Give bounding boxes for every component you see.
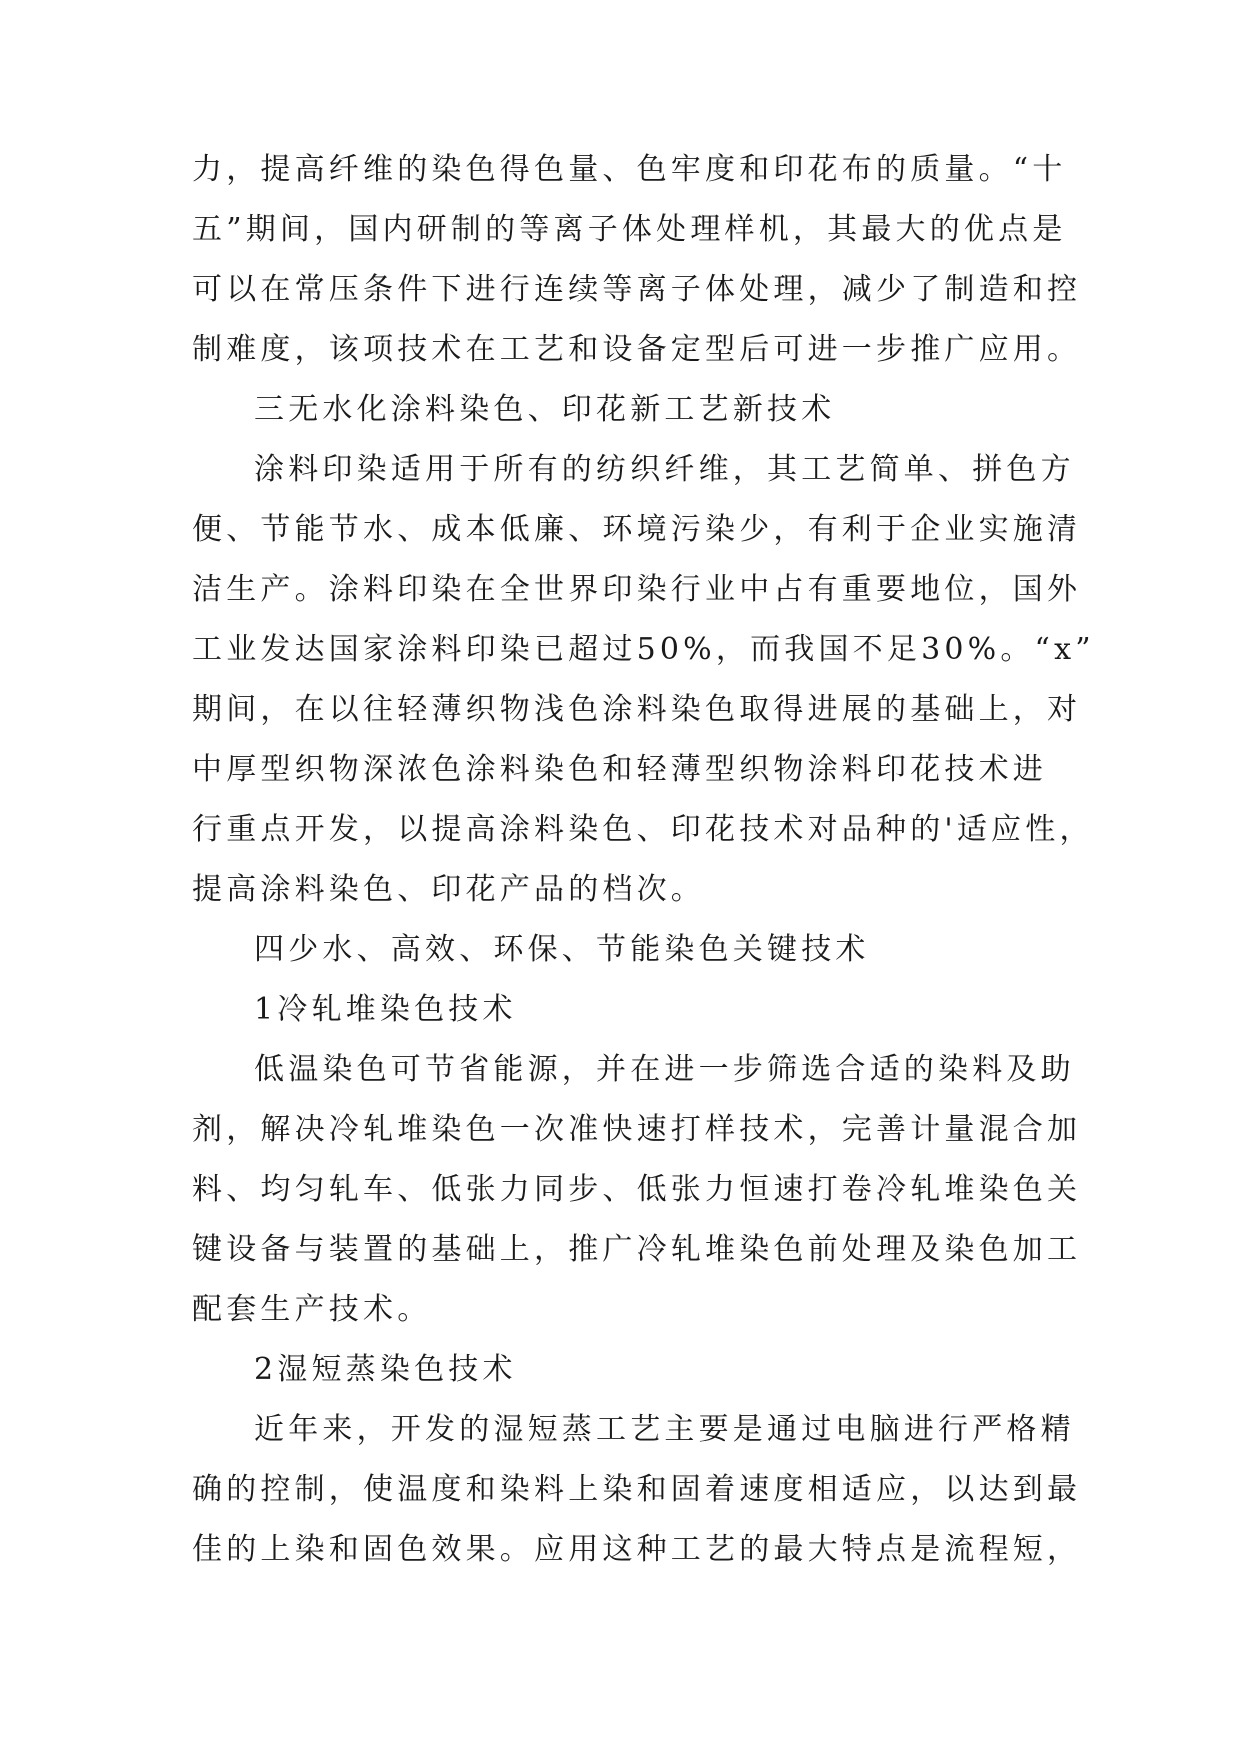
text-line: 行重点开发，以提高涂料染色、印花技术对品种的'适应性， bbox=[192, 812, 1094, 847]
section-heading: 四少水、高效、环保、节能染色关键技术 bbox=[254, 932, 870, 967]
subsection-heading: 1冷轧堆染色技术 bbox=[254, 992, 517, 1027]
subsection-heading: 2湿短蒸染色技术 bbox=[254, 1352, 517, 1387]
text-line: 期间，在以往轻薄织物浅色涂料染色取得进展的基础上，对 bbox=[192, 692, 1082, 727]
section-heading: 三无水化涂料染色、印花新工艺新技术 bbox=[254, 392, 836, 427]
text-line: 便、节能节水、成本低廉、环境污染少，有利于企业实施清 bbox=[192, 512, 1082, 547]
text-line: 制难度，该项技术在工艺和设备定型后可进一步推广应用。 bbox=[192, 332, 1082, 367]
text-line: 料、均匀轧车、低张力同步、低张力恒速打卷冷轧堆染色关 bbox=[192, 1172, 1082, 1207]
text-line: 低温染色可节省能源，并在进一步筛选合适的染料及助 bbox=[254, 1052, 1075, 1087]
text-line: 键设备与装置的基础上，推广冷轧堆染色前处理及染色加工 bbox=[192, 1232, 1082, 1267]
text-line: 确的控制，使温度和染料上染和固着速度相适应，以达到最 bbox=[192, 1472, 1082, 1507]
text-line: 中厚型织物深浓色涂料染色和轻薄型织物涂料印花技术进 bbox=[192, 752, 1047, 787]
text-line: 近年来，开发的湿短蒸工艺主要是通过电脑进行严格精 bbox=[254, 1412, 1075, 1447]
text-line: 可以在常压条件下进行连续等离子体处理，减少了制造和控 bbox=[192, 272, 1082, 307]
text-line: 工业发达国家涂料印染已超过50%，而我国不足30%。“x” bbox=[192, 632, 1095, 667]
text-line: 洁生产。涂料印染在全世界印染行业中占有重要地位，国外 bbox=[192, 572, 1082, 607]
text-line: 涂料印染适用于所有的纺织纤维，其工艺简单、拼色方 bbox=[254, 452, 1075, 487]
text-line: 剂，解决冷轧堆染色一次准快速打样技术，完善计量混合加 bbox=[192, 1112, 1082, 1147]
text-line: 提高涂料染色、印花产品的档次。 bbox=[192, 872, 705, 907]
text-line: 五”期间，国内研制的等离子体处理样机，其最大的优点是 bbox=[192, 212, 1067, 247]
text-line: 佳的上染和固色效果。应用这种工艺的最大特点是流程短， bbox=[192, 1532, 1082, 1567]
text-line: 力，提高纤维的染色得色量、色牢度和印花布的质量。“十 bbox=[192, 152, 1067, 187]
text-line: 配套生产技术。 bbox=[192, 1292, 432, 1327]
